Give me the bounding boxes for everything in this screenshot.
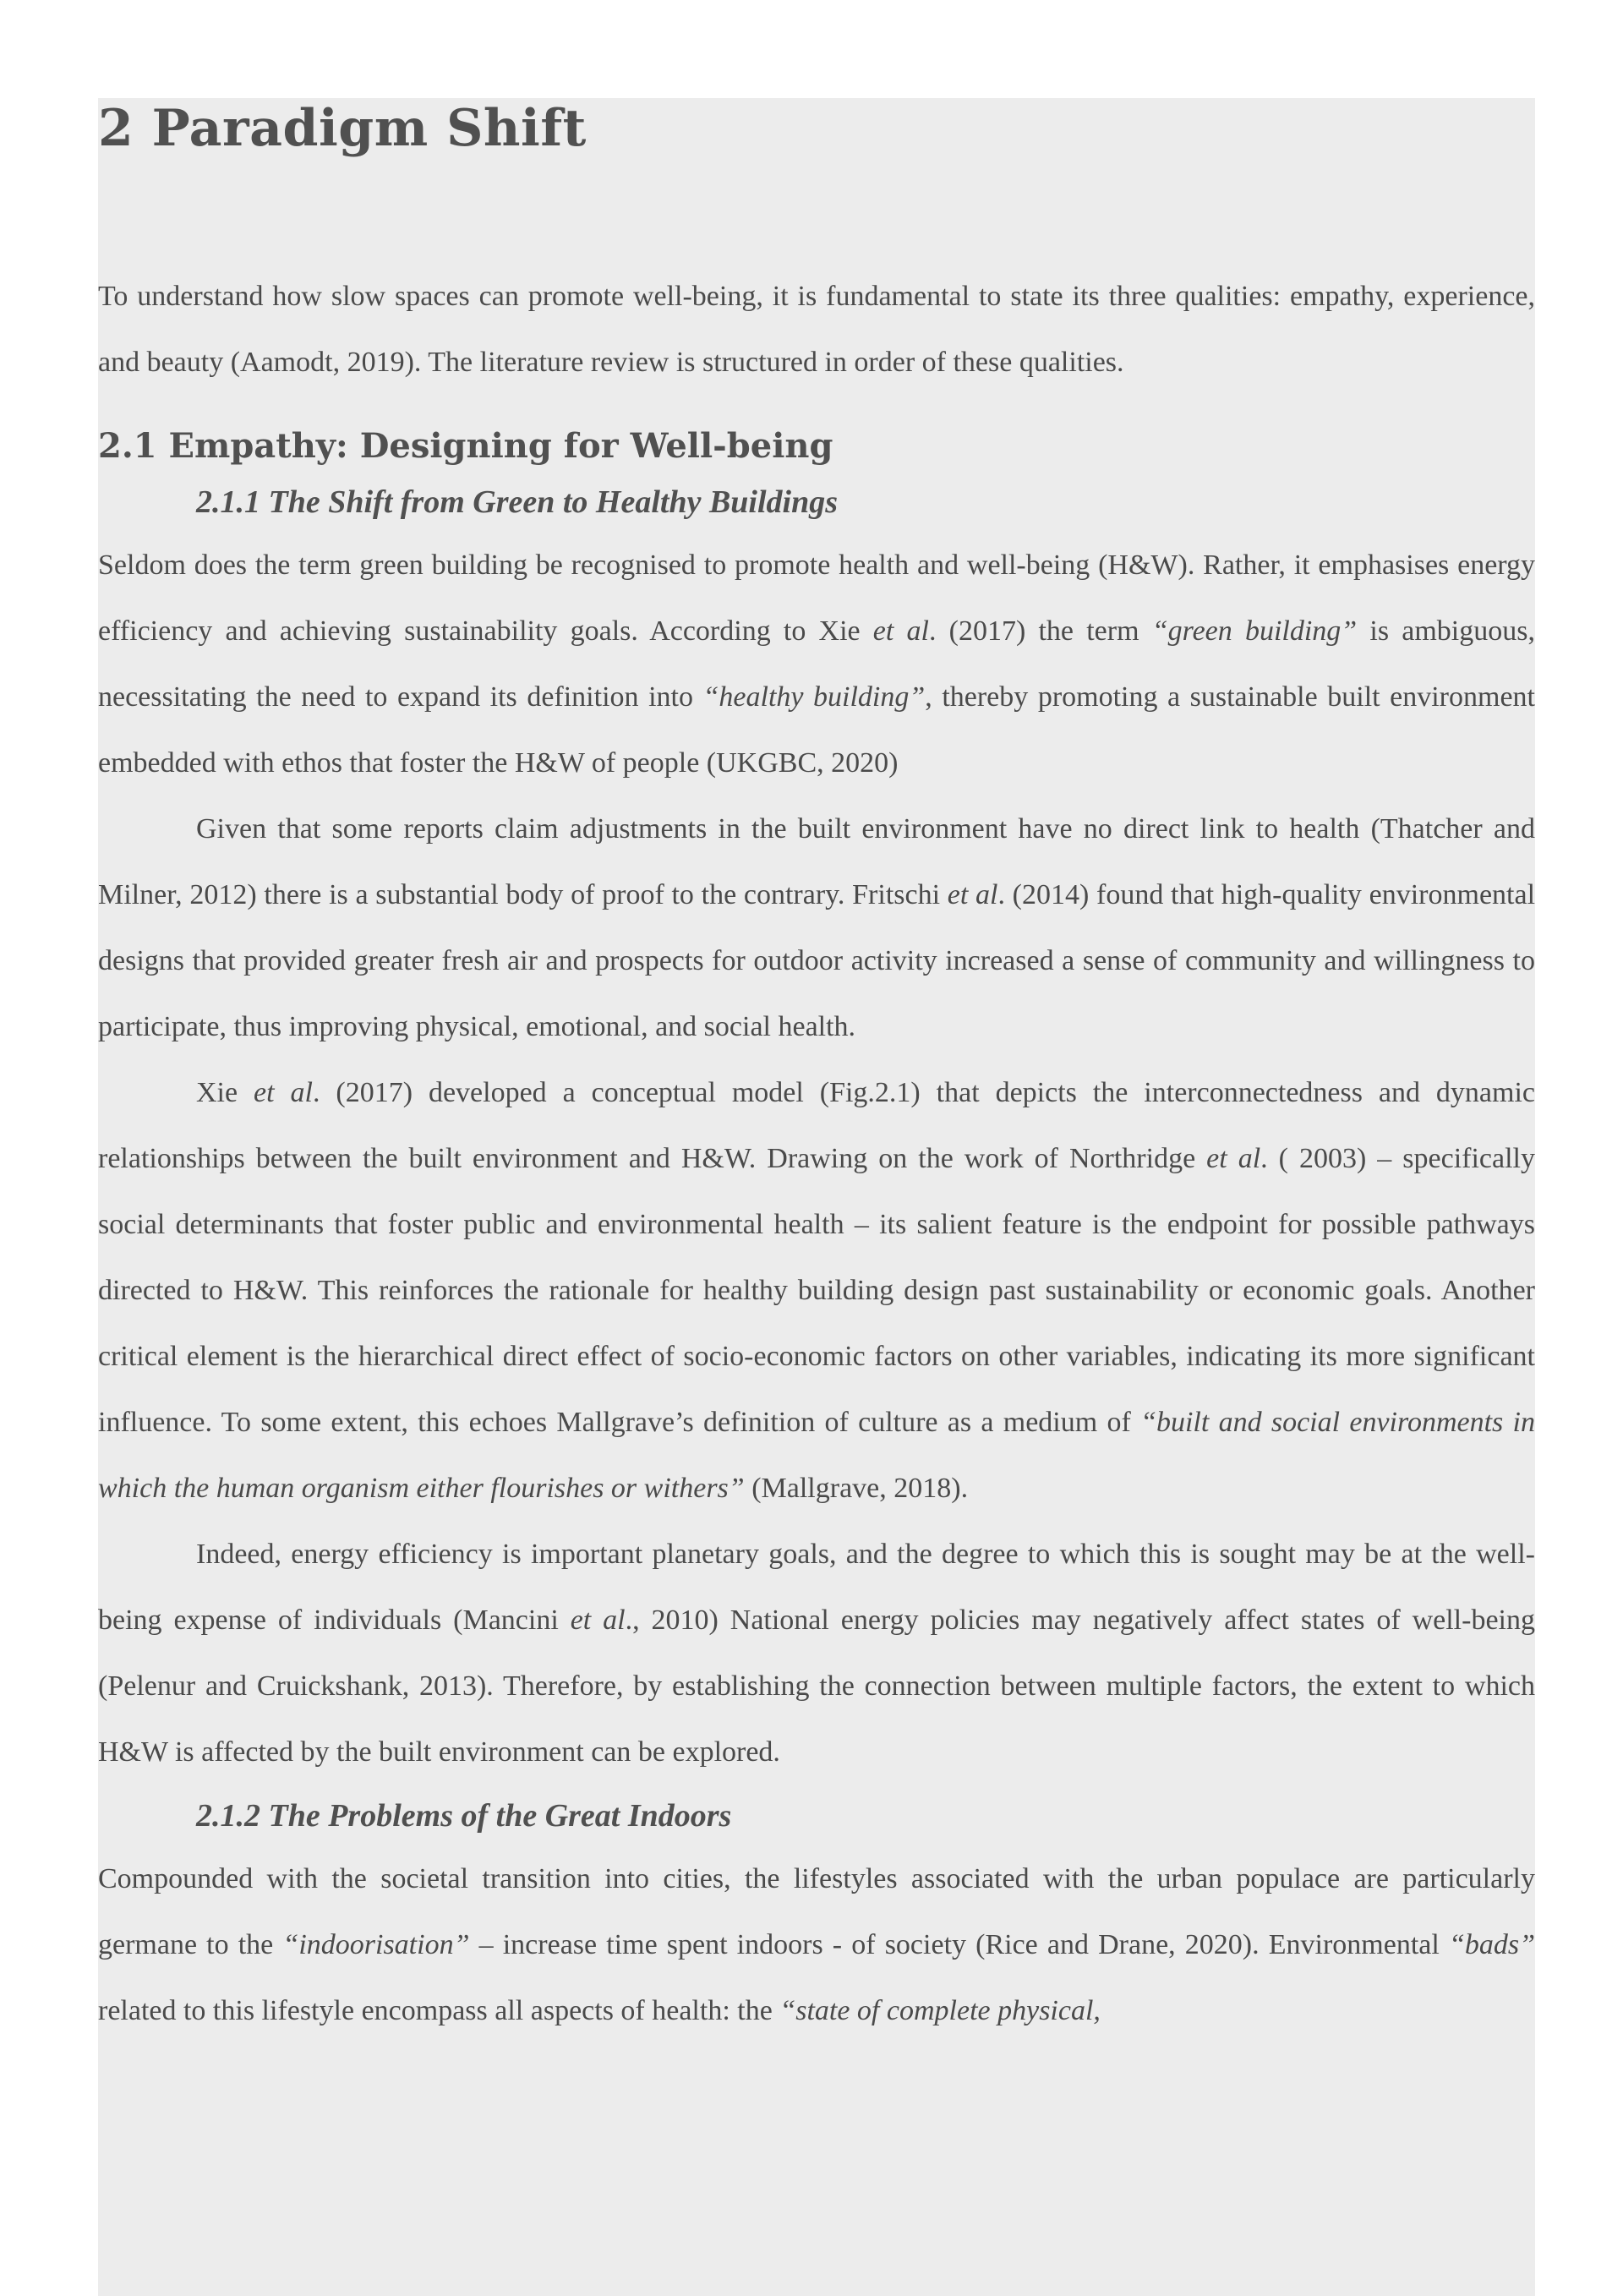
paragraph: Seldom does the term green building be recognised to promote health and well-being (H&W). Rather, it emphasises energy efficiency and achieving sustainability goals. According to Xie et al. (2017) the term “green building” is ambiguous, necessitating the need to expand its definition into “healthy building”, thereby promoting a sustainable built environment embedded with ethos that foster the H&W of people (UKGBC, 2020): [98, 549, 1535, 779]
section-2-1-heading: 2.1 Empathy: Designing for Well-being: [98, 426, 833, 466]
section-2-1-2-heading: 2.1.2 The Problems of the Great Indoors: [196, 1798, 732, 1834]
chapter-title: 2 Paradigm Shift: [98, 99, 587, 158]
paragraph: Given that some reports claim adjustments in the built environment have no direct link to health (Thatcher and Milner, 2012) there is a substantial body of proof to the contrary. Fritschi et al. (2014) found that high-quality environmental designs that provided greater fresh air and prospects for outdoor activity increased a sense of community and willingness to participate, thus improving physical, emotional, and social health.: [98, 813, 1536, 1042]
section-2-1-1-heading: 2.1.1 The Shift from Green to Healthy Buildings: [196, 484, 839, 520]
document-body: [98, 95, 1535, 2044]
intro-paragraph: To understand how slow spaces can promote well-being, it is fundamental to state its three qualities: empathy, experience, and beauty (Aamodt, 2019). The literature review is structured in order of these qualities.: [98, 281, 1535, 378]
paragraph: Indeed, energy efficiency is important planetary goals, and the degree to which this is sought may be at the well-being expense of individuals (Mancini et al., 2010) National energy policies may negatively affect states of well-being (Pelenur and Cruickshank, 2013). Therefore, by establishing the connection between multiple factors, the extent to which H&W is affected by the built environment can be explored.: [98, 1539, 1535, 1768]
paragraph: Compounded with the societal transition into cities, the lifestyles associated with the urban populace are particularly germane to the “indoorisation” – increase time spent indoors - of society (Rice and Drane, 2020). Environmental “bads” related to this lifestyle encompass all aspects of health: the “state of complete physical,: [98, 1863, 1535, 2026]
paragraph: Xie et al. (2017) developed a conceptual model (Fig.2.1) that depicts the interconnectedness and dynamic relationships between the built environment and H&W. Drawing on the work of Northridge et al. ( 2003) – specifically social determinants that foster public and environmental health – its salient feature is the endpoint for possible pathways directed to H&W. This reinforces the rationale for healthy building design past sustainability or economic goals. Another critical element is the hierarchical direct effect of socio-economic factors on other variables, indicating its more significant influence. To some extent, this echoes Mallgrave’s definition of culture as a medium of “built and social environments in which the human organism either flourishes or withers” (Mallgrave, 2018).: [98, 1077, 1536, 1504]
